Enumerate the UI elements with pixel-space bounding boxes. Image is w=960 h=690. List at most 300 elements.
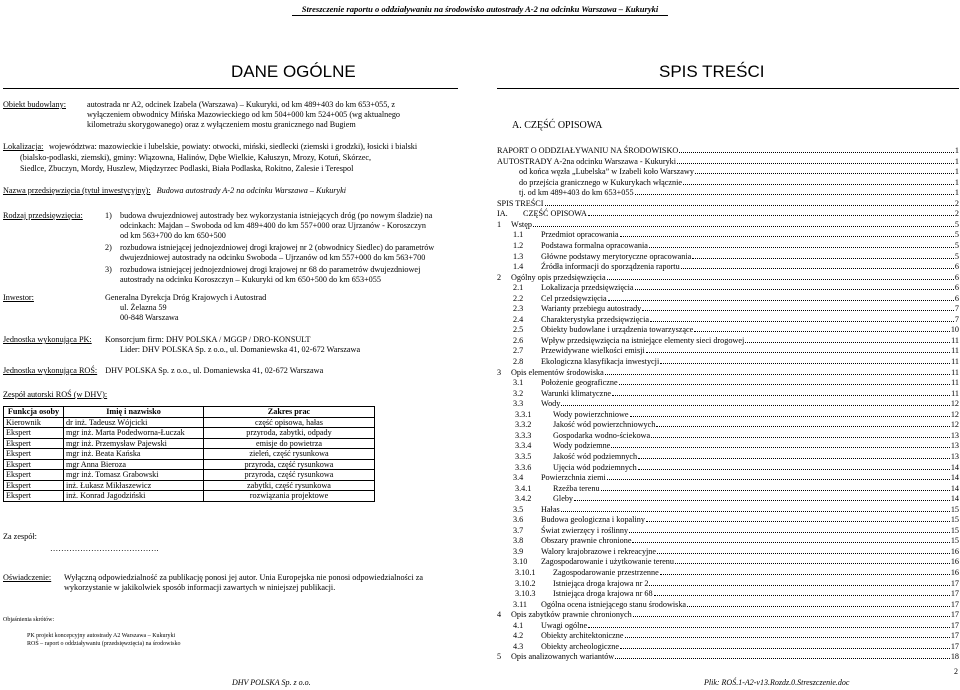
- toc-entry[interactable]: [515, 579, 959, 589]
- right-section-title: SPIS TREŚCI: [659, 62, 765, 81]
- toc-entry-number: 1: [497, 219, 502, 229]
- jednostka-ros-value: DHV POLSKA Sp. z o.o., ul. Domaniewska 41, 02-672 Warszawa: [105, 366, 324, 375]
- toc-entry-number: 1.2: [513, 240, 524, 250]
- nazwa-value: Budowa autostrady A-2 na odcinku Warszawa – Kukuryki: [156, 186, 347, 195]
- toc-entry-page: 2: [954, 209, 959, 219]
- toc-entry-label: Opis zabytków prawnie chronionych: [511, 610, 632, 620]
- toc-entry[interactable]: [497, 220, 959, 230]
- toc-entry[interactable]: [513, 600, 959, 610]
- rodzaj-line: autostrady na odcinku Koroszczyn – Kukuryki od km 650+500 do km 653+055: [120, 275, 381, 284]
- toc-entry-number: 3.1: [513, 378, 524, 388]
- toc-entry[interactable]: [513, 515, 959, 525]
- toc-dot-leader: [646, 352, 950, 353]
- lokalizacja-line-2: (bialsko-podlaski, ziemski), gminy: Wiązowna, Halinów, Dębe Wielkie, Kałuszyn, Mrozy, Kotuń, Skórzec,: [20, 153, 372, 162]
- toc-entry-page: 14: [950, 494, 959, 504]
- toc-entry-label: Główne podstawy merytoryczne opracowania: [541, 251, 692, 261]
- toc-dot-leader: [694, 331, 950, 332]
- toc-dot-leader: [660, 363, 950, 364]
- toc-dot-leader: [630, 416, 950, 417]
- toc-entry-label: Obiekty archeologiczne: [541, 641, 619, 651]
- toc-entry-number: 3.2: [513, 388, 524, 398]
- objasnienia-label: Objaśnienia skrótów:: [3, 617, 55, 623]
- toc-entry[interactable]: [513, 346, 959, 356]
- team-header-function: Funkcja osoby: [4, 407, 64, 418]
- team-row: [4, 417, 375, 428]
- rodzaj-line: odcinkach: Majdan – Swoboda od km 489+400 do km 557+000 oraz Ujrzanów - Koroszczyn: [120, 221, 426, 230]
- toc-entry-label: Warianty przebiegu autostrady: [541, 304, 642, 314]
- team-cell-name: mgr inż. Tomasz Grabowski: [64, 470, 204, 481]
- toc-dot-leader: [635, 289, 954, 290]
- toc-entry[interactable]: [513, 304, 959, 314]
- toc-dot-leader: [545, 205, 954, 206]
- toc-dot-leader: [681, 268, 954, 269]
- za-zespol-label: Za zespół:: [3, 532, 37, 541]
- toc-entry-label: Przedmiot opracowania: [541, 230, 619, 240]
- toc-entry-page: 12: [950, 409, 959, 419]
- rodzaj-line: rozbudowa istniejącej jednojezdniowej drogi krajowej nr 68 do parametrów dwujezdniowej: [120, 265, 421, 274]
- inwestor-label: Inwestor:: [3, 293, 34, 302]
- toc-dot-leader: [612, 395, 950, 396]
- toc-entry-label: Hałas: [541, 504, 560, 514]
- toc-entry-page: 16: [950, 557, 959, 567]
- toc-entry-label: AUTOSTRADY A-2na odcinku Warszawa - Kukuryki: [497, 156, 677, 166]
- toc-entry-label: Istniejąca droga krajowa nr 2: [553, 578, 649, 588]
- toc-entry-number: 3.7: [513, 525, 524, 535]
- lokalizacja-label: Lokalizacja:: [3, 142, 44, 151]
- toc-dot-leader: [608, 300, 954, 301]
- toc-entry[interactable]: [513, 262, 959, 272]
- toc-dot-leader: [619, 384, 951, 385]
- team-cell-scope: część opisowa, hałas: [204, 417, 375, 428]
- toc-entry-label: Położenie geograficzne: [541, 378, 618, 388]
- rodzaj-label: Rodzaj przedsięwzięcia:: [3, 211, 83, 220]
- team-row: [4, 449, 375, 460]
- jednostka-pk-line: Lider: DHV POLSKA Sp. z o.o., ul. Domaniewska 41, 02-672 Warszawa: [120, 345, 361, 354]
- toc-entry[interactable]: [513, 621, 959, 631]
- rodzaj-item-number: 2): [105, 243, 112, 252]
- toc-entry-page: 1: [954, 177, 959, 187]
- toc-dot-leader: [649, 585, 949, 586]
- toc-entry-label: Jakość wód powierzchniowych: [553, 420, 656, 430]
- toc-entry[interactable]: [513, 473, 959, 483]
- toc-entry[interactable]: [515, 441, 959, 451]
- toc-entry-label: Powierzchnia ziemi: [541, 473, 606, 483]
- toc-entry-page: 11: [951, 335, 959, 345]
- toc-entry[interactable]: [513, 399, 959, 409]
- team-cell-scope: zabytki, część rysunkowa: [204, 480, 375, 491]
- toc-entry[interactable]: [513, 536, 959, 546]
- nazwa-block: [3, 186, 346, 196]
- toc-entry-label: Wody podziemne: [553, 441, 611, 451]
- toc-entry-number: 3.3.5: [515, 451, 532, 461]
- rodzaj-line: rozbudowa istniejącej jednojezdniowej drogi krajowej nr 2 (obwodnicy Siedlec) do parametrów: [120, 243, 435, 252]
- toc-entry[interactable]: [513, 230, 959, 240]
- toc-entry-page: 14: [950, 462, 959, 472]
- toc-entry-label: Ujęcia wód podziemnych: [553, 462, 637, 472]
- toc-entry-number: 3.3.4: [515, 441, 532, 451]
- toc-entry-number: 3.3.6: [515, 462, 532, 472]
- toc-dot-leader: [677, 163, 954, 164]
- toc-dot-leader: [620, 648, 950, 649]
- team-cell-function: Ekspert: [4, 480, 64, 491]
- toc-dot-leader: [588, 215, 954, 216]
- toc-entry-number: 2: [497, 272, 502, 282]
- team-cell-function: Ekspert: [4, 491, 64, 502]
- toc-entry-number: 1.3: [513, 251, 524, 261]
- toc-entry-label: Cel przedsięwzięcia: [541, 293, 607, 303]
- za-zespol-block: [3, 532, 37, 542]
- jednostka-ros-label: Jednostka wykonująca ROŚ:: [3, 366, 98, 375]
- toc-entry-number: 3.5: [513, 504, 524, 514]
- toc-entry[interactable]: [513, 526, 959, 536]
- team-cell-name: mgr inż. Przemysław Pajewski: [64, 438, 204, 449]
- oswiadczenie-label: Oświadczenie:: [3, 573, 52, 582]
- toc-dot-leader: [607, 279, 954, 280]
- toc-entry-number: 4: [497, 610, 502, 620]
- toc-entry-label: Wpływ przedsięwzięcia na istniejące elementy sieci drogowej: [541, 335, 745, 345]
- inwestor-line: Generalna Dyrekcja Dróg Krajowych i Autostrad: [105, 293, 267, 302]
- toc-entry[interactable]: [497, 146, 959, 156]
- obiekt-line: kilometrażu skorygowanego) oraz z wyłączeniem mostu granicznego nad Bugiem: [87, 120, 356, 129]
- inwestor-line: 00-848 Warszawa: [120, 313, 179, 322]
- toc-entry-label: Wody powierzchniowe: [553, 409, 629, 419]
- toc-entry-label: Uwagi ogólne: [541, 620, 588, 630]
- toc-entry-label: Wstęp: [511, 219, 532, 229]
- toc-entry-page: 16: [950, 568, 959, 577]
- toc-entry-label: Ogólny opis przedsięwzięcia: [511, 272, 606, 282]
- toc-entry[interactable]: [497, 199, 959, 209]
- toc-entry-page: 1: [954, 146, 959, 155]
- toc-entry-number: 3.3.2: [515, 420, 532, 430]
- rodzaj-line: od km 563+700 do km 650+500: [120, 231, 226, 240]
- toc-entry-label: SPIS TREŚCI: [497, 198, 544, 208]
- toc-entry-label: Istniejąca droga krajowa nr 68: [553, 589, 653, 599]
- toc-entry-number: 5: [497, 652, 502, 662]
- toc-entry-page: 11: [951, 378, 959, 388]
- toc-entry-number: 3.3.1: [515, 409, 532, 419]
- toc-entry-number: 2.4: [513, 314, 524, 324]
- toc-entry-number: 3.11: [513, 599, 528, 609]
- toc-entry-label: od końca węzła „Lubelska” w Izabeli koło Warszawy: [519, 167, 694, 177]
- toc-entry[interactable]: [513, 325, 959, 335]
- toc-dot-leader: [651, 437, 950, 438]
- toc-entry-number: 2.6: [513, 335, 524, 345]
- toc-entry-label: RAPORT O ODDZIAŁYWANIU NA ŚRODOWISKO: [497, 146, 679, 155]
- toc-entry-page: 5: [954, 219, 959, 229]
- toc-entry[interactable]: [515, 589, 959, 599]
- toc-entry-page: 17: [950, 578, 959, 588]
- team-cell-scope: przyroda, część rysunkowa: [204, 470, 375, 481]
- team-cell-name: inż. Łukasz Mikłaszewicz: [64, 480, 204, 491]
- nazwa-label: Nazwa przedsięwzięcia (tytuł inwestycyjny):: [3, 186, 151, 195]
- toc-dot-leader: [656, 426, 949, 427]
- obiekt-line: autostrada nr A2, odcinek Izabela (Warszawa) – Kukuryki, od km 489+403 do km 653+055, z: [87, 100, 396, 109]
- toc-entry[interactable]: [497, 209, 959, 219]
- toc-dot-leader: [695, 173, 954, 174]
- toc-entry-page: 6: [954, 293, 959, 303]
- lokalizacja-line-1: województwa: mazowieckie i lubelskie, powiaty: otwocki, miński, siedlecki (ziemski i grodzki), łosicki i bialski: [49, 142, 418, 151]
- toc-entry-label: Budowa geologiczna i kopaliny: [541, 515, 645, 525]
- toc-entry-page: 13: [950, 430, 959, 440]
- team-cell-function: Ekspert: [4, 459, 64, 470]
- team-cell-function: Kierownik: [4, 417, 64, 428]
- toc-entry[interactable]: [515, 494, 959, 504]
- toc-entry[interactable]: [513, 241, 959, 251]
- toc-dot-leader: [638, 469, 950, 470]
- toc-entry-number: 2.8: [513, 357, 524, 366]
- toc-dot-leader: [638, 458, 950, 459]
- zespol-label: Zespół autorski ROŚ (w DHV):: [3, 390, 108, 399]
- team-cell-name: mgr inż. Beata Kańska: [64, 449, 204, 460]
- toc-entry-page: 13: [950, 441, 959, 451]
- toc-entry-label: Jakość wód podziemnych: [553, 451, 638, 461]
- toc-dot-leader: [650, 321, 954, 322]
- toc-entry[interactable]: [519, 178, 959, 188]
- toc-entry-page: 15: [950, 515, 959, 525]
- oswiadczenie-value: [64, 573, 423, 593]
- team-cell-scope: zieleń, część rysunkowa: [204, 449, 375, 460]
- toc-dot-leader: [561, 405, 949, 406]
- objasnienia-line: ROŚ – raport o oddziaływaniu (przedsięwzięcia) na środowisko: [27, 641, 181, 647]
- toc-entry-page: 11: [951, 367, 959, 377]
- toc-dot-leader: [533, 226, 954, 227]
- toc-entry-number: 2.1: [513, 283, 524, 293]
- toc-entry-page: 13: [950, 451, 959, 461]
- toc-entry-page: 17: [950, 589, 959, 599]
- toc-entry-label: Źródła informacji do sporządzenia raportu: [541, 262, 680, 272]
- toc-dot-leader: [745, 342, 950, 343]
- toc-dot-leader: [574, 500, 950, 501]
- rodzaj-item-number: 3): [105, 265, 112, 274]
- toc-entry-label: Wody: [541, 399, 561, 409]
- team-cell-scope: przyroda, część rysunkowa: [204, 459, 375, 470]
- toc-entry-page: 14: [950, 483, 959, 493]
- toc-entry-page: 1: [954, 167, 959, 177]
- toc-entry[interactable]: [513, 642, 959, 652]
- toc-entry[interactable]: [513, 294, 959, 304]
- toc-entry-page: 11: [951, 357, 959, 366]
- toc-entry[interactable]: [513, 336, 959, 346]
- team-cell-function: Ekspert: [4, 449, 64, 460]
- team-row: [4, 480, 375, 491]
- toc-entry[interactable]: [519, 167, 959, 177]
- toc-entry-number: 3.10.3: [515, 589, 536, 599]
- toc-entry-label: Charakterystyka przedsięwzięcia: [541, 314, 649, 324]
- toc-entry-page: 12: [950, 399, 959, 409]
- toc-entry-page: 16: [950, 546, 959, 556]
- toc-dot-leader: [611, 447, 949, 448]
- toc-entry-number: 3.3.3: [515, 430, 532, 440]
- toc-entry[interactable]: [515, 452, 959, 462]
- toc-entry-label: Opis analizowanych wariantów: [511, 652, 615, 662]
- oswiadczenie-line: wykorzystanie w jakikolwiek sposób informacji zawartych w niniejszej publikacji.: [64, 583, 336, 592]
- toc-entry[interactable]: [497, 652, 959, 662]
- toc-entry[interactable]: [515, 420, 959, 430]
- toc-dot-leader: [642, 310, 954, 311]
- running-header: Streszczenie raportu o oddziaływaniu na środowisko autostrady A-2 na odcinku Warszawa – Kukuryki: [301, 4, 659, 14]
- toc-entry-number: 3.3: [513, 399, 524, 409]
- left-section-title: DANE OGÓLNE: [231, 62, 356, 81]
- toc-entry-label: Przewidywane wielkości emisji: [541, 346, 645, 356]
- toc-entry-label: Ekologiczna klasyfikacja inwestycji: [541, 357, 660, 366]
- toc-entry-page: 5: [954, 251, 959, 261]
- toc-entry-label: do przejścia granicznego w Kukurykach włącznie: [519, 177, 682, 187]
- toc-entry-number: 4.2: [513, 631, 524, 641]
- toc-dot-leader: [660, 574, 950, 575]
- rodzaj-item: [105, 243, 460, 263]
- toc-entry-page: 6: [954, 272, 959, 282]
- toc-entry-page: 7: [954, 304, 959, 314]
- toc-entry-number: 1.1: [513, 230, 524, 240]
- toc-entry-number: 2.3: [513, 304, 524, 314]
- toc-entry-label: Zagospodarowanie przestrzenne: [553, 568, 659, 577]
- toc-entry-page: 6: [954, 262, 959, 272]
- toc-dot-leader: [620, 236, 954, 237]
- toc-entry[interactable]: [515, 568, 959, 578]
- team-cell-scope: przyroda, zabytki, odpady: [204, 428, 375, 439]
- toc-entry-label: tj. od km 489+403 do km 653+055: [519, 188, 634, 198]
- rodzaj-list: [105, 211, 460, 285]
- toc-entry-number: 3.6: [513, 515, 524, 525]
- team-cell-function: Ekspert: [4, 428, 64, 439]
- toc-entry[interactable]: [515, 431, 959, 441]
- toc-entry[interactable]: [513, 547, 959, 557]
- toc-entry[interactable]: [513, 389, 959, 399]
- toc-dot-leader: [683, 184, 954, 185]
- toc-entry[interactable]: [497, 368, 959, 378]
- toc-entry-page: 2: [954, 198, 959, 208]
- team-cell-name: inż. Konrad Jagodziński: [64, 491, 204, 502]
- toc-entry-label: Rzeźba terenu: [553, 483, 600, 493]
- toc-dot-leader: [649, 247, 954, 248]
- toc-entry[interactable]: [513, 315, 959, 325]
- toc-entry[interactable]: [513, 631, 959, 641]
- toc-entry-number: 3.4.1: [515, 483, 532, 493]
- rodzaj-line: budowa dwujezdniowej autostrady bez wykorzystania istniejących dróg (po nowym śladzie) na: [120, 211, 433, 220]
- team-row: [4, 491, 375, 502]
- toc-entry-label: Lokalizacja przedsięwzięcia: [541, 283, 634, 293]
- toc-entry-number: 3.10.1: [515, 568, 536, 577]
- footer-filename: Plik: ROŚ.1-A2-v13.Rozdz.0.Streszczenie.doc: [704, 678, 850, 687]
- toc-dot-leader: [601, 490, 950, 491]
- toc-entry[interactable]: [497, 610, 959, 620]
- toc-entry-label: Podstawa formalna opracowania: [541, 240, 648, 250]
- objasnienia-line: PK projekt koncepcyjny autostrady A2 Warszawa – Kukuryki: [27, 633, 176, 639]
- toc-entry[interactable]: [513, 378, 959, 388]
- toc-entry-label: Obiekty budowlane i urządzenia towarzyszące: [541, 325, 694, 335]
- header-rule: [292, 15, 668, 16]
- toc-entry-page: 1: [954, 188, 959, 198]
- toc-entry[interactable]: [513, 505, 959, 515]
- toc-entry-page: 17: [950, 599, 959, 609]
- toc-entry[interactable]: [513, 357, 959, 367]
- toc-dot-leader: [635, 194, 954, 195]
- toc-entry-label: Warunki klimatyczne: [541, 388, 612, 398]
- toc-entry-number: 3: [497, 367, 502, 377]
- obiekt-line: wyłączeniem obwodnicy Mińska Mazowieckiego od km 504+000 km 524+005 (wg aktualnego: [87, 110, 401, 119]
- toc-entry[interactable]: [513, 252, 959, 262]
- toc-entry[interactable]: [497, 273, 959, 283]
- team-header-row: [4, 407, 375, 418]
- toc-entry-label: Ogólna ocena istniejącego stanu środowiska: [541, 599, 687, 609]
- toc-entry[interactable]: [513, 283, 959, 293]
- toc-entry-page: 5: [954, 240, 959, 250]
- toc-entry-page: 6: [954, 283, 959, 293]
- team-cell-name: mgr inż. Marta Podedworna-Łuczak: [64, 428, 204, 439]
- toc-dot-leader: [625, 637, 950, 638]
- jednostka-pk-line: Konsorcjum firm: DHV POLSKA / MGGP / DRO-KONSULT: [105, 335, 311, 344]
- lokalizacja-line-3: Siedlce, Zbuczyn, Mordy, Huszlew, Międzyrzec Podlaski, Biała Podlaska, Rokitno, Zalesie i Terespol: [20, 164, 354, 173]
- obiekt-label: Obiekt budowlany:: [3, 100, 66, 109]
- toc-entry-number: 3.10.2: [515, 578, 536, 588]
- toc-dot-leader: [561, 511, 950, 512]
- toc-entry-page: 7: [954, 314, 959, 324]
- za-zespol-signature-line: ………………………………….: [50, 544, 159, 553]
- toc-entry[interactable]: [497, 157, 959, 167]
- toc-entry-number: 1.4: [513, 262, 524, 272]
- toc-entry-page: 17: [950, 631, 959, 641]
- toc-dot-leader: [654, 595, 950, 596]
- oswiadczenie-line: Wyłączną odpowiedzialność za publikację ponosi jej autor. Unia Europejska nie ponosi odpowiedzialności za: [64, 573, 423, 582]
- toc-entry-label: Zagospodarowanie i użytkowanie terenu: [541, 557, 674, 567]
- toc-dot-leader: [588, 627, 950, 628]
- toc-dot-leader: [687, 606, 950, 607]
- page-number: 2: [954, 667, 958, 676]
- right-title-rule: [497, 88, 959, 89]
- part-a-heading: A. CZĘŚĆ OPISOWA: [512, 120, 603, 131]
- toc-entry[interactable]: [515, 484, 959, 494]
- toc-entry-page: 15: [950, 504, 959, 514]
- toc-entry-number: 3.4.2: [515, 494, 532, 504]
- toc-entry-page: 10: [950, 325, 959, 335]
- toc-entry-number: 3.10: [513, 557, 528, 567]
- toc-dot-leader: [679, 152, 954, 153]
- team-header-scope: Zakres prac: [204, 407, 375, 418]
- toc-entry-number: 3.8: [513, 536, 524, 546]
- toc-dot-leader: [675, 563, 950, 564]
- toc-entry[interactable]: [515, 463, 959, 473]
- toc-entry-page: 18: [950, 652, 959, 662]
- toc-dot-leader: [692, 258, 954, 259]
- team-row: [4, 470, 375, 481]
- team-header-name: Imię i nazwisko: [64, 407, 204, 418]
- team-cell-name: dr inż. Tadeusz Wójcicki: [64, 417, 204, 428]
- rodzaj-line: dwujezdniowej autostrady na odcinku Swoboda – Ujrzanów od km 557+000 do km 563+700: [120, 253, 426, 262]
- team-cell-scope: emisje do powietrza: [204, 438, 375, 449]
- toc-entry-page: 11: [951, 346, 959, 356]
- team-table: [3, 406, 375, 502]
- toc-dot-leader: [633, 616, 950, 617]
- toc-entry[interactable]: [519, 188, 959, 198]
- toc-entry-page: 17: [950, 610, 959, 620]
- toc-entry-page: 1: [954, 156, 959, 166]
- toc-entry-label: Obszary prawnie chronione: [541, 536, 632, 546]
- toc-entry-page: 5: [954, 230, 959, 240]
- toc-dot-leader: [657, 553, 950, 554]
- toc-entry-number: 4.1: [513, 620, 524, 630]
- toc-entry-label: Opis elementów środowiska: [511, 367, 604, 377]
- toc-entry[interactable]: [515, 410, 959, 420]
- toc-entry[interactable]: [513, 557, 959, 567]
- team-row: [4, 459, 375, 470]
- footer-company: DHV POLSKA Sp. z o.o.: [232, 678, 311, 687]
- toc-dot-leader: [646, 521, 950, 522]
- team-cell-function: Ekspert: [4, 438, 64, 449]
- left-title-rule: [3, 88, 458, 89]
- toc-entry-number: IA.: [497, 209, 508, 219]
- toc-dot-leader: [607, 479, 950, 480]
- inwestor-value: [105, 293, 266, 323]
